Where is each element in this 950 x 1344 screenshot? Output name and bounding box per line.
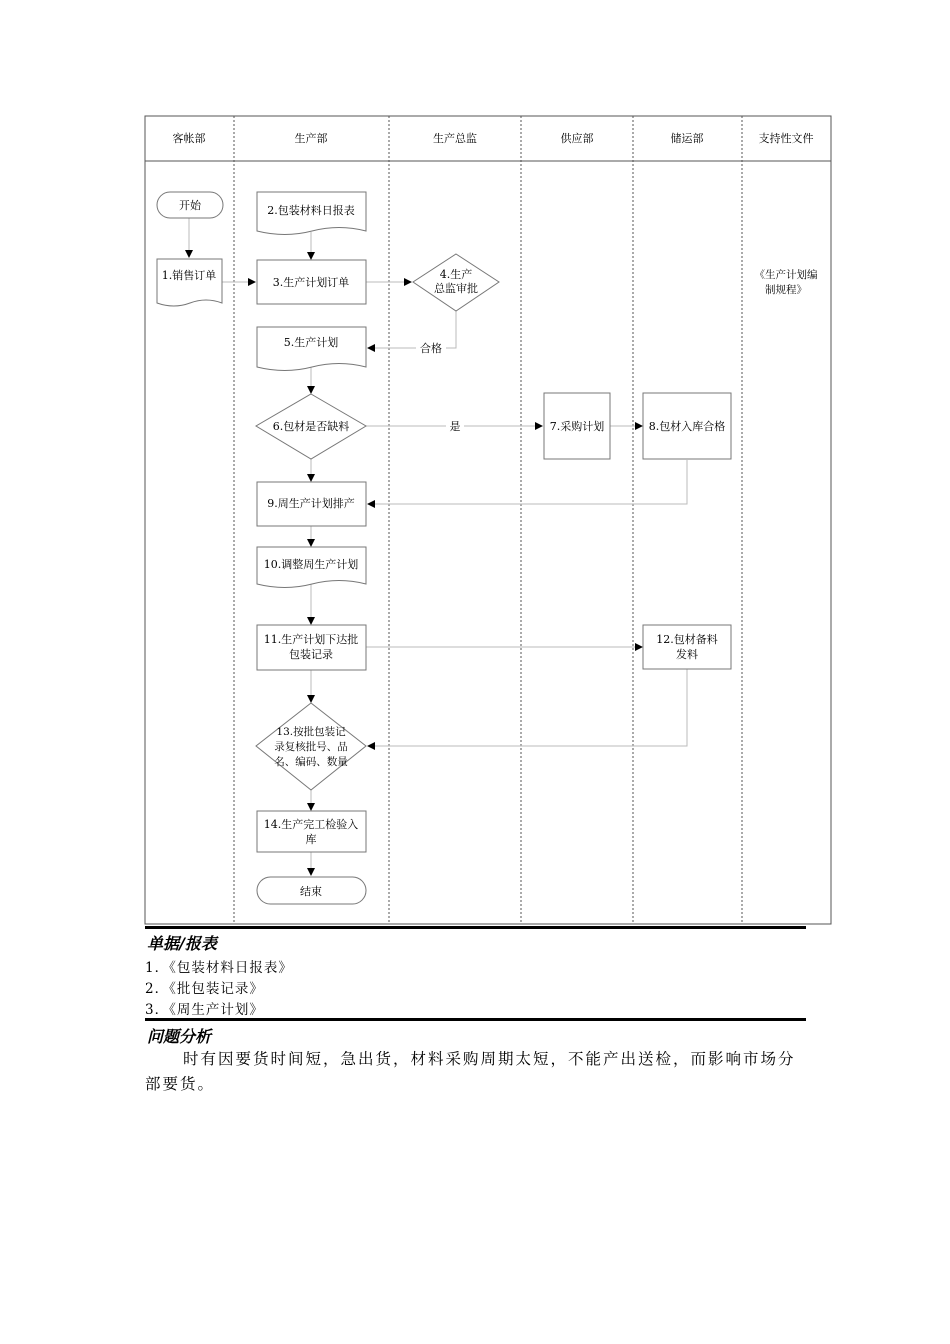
list-item-number: 1． [145,960,170,976]
node-material-prep-label: 发料 [676,648,698,661]
flowchart-frame [145,116,831,924]
node-batch-record-label: 包装记录 [289,648,333,661]
analysis-section-title: 问题分析 [147,1027,212,1046]
support-doc-label: 《生产计划编 [754,269,818,281]
list-item-text: 《批包装记录》 [169,981,264,997]
end-label: 结束 [300,885,322,898]
decision-verify-batch-label: 13.按批包装记 [276,726,346,738]
decision-verify-batch-label: 名、编码、数量 [274,756,348,768]
node-sales-order [157,259,222,306]
lane-header-accounts: 客帐部 [172,132,206,145]
node-material-prep-label: 12.包材备料 [656,633,718,646]
list-item-number: 3． [145,1002,170,1018]
forms-section-title: 单据/报表 [147,934,217,953]
node-batch-record-label: 11.生产计划下达批 [263,633,359,646]
lane-header-logistics: 储运部 [670,132,704,145]
decision-material-shortage-label: 6.包材是否缺料 [272,420,350,433]
lane-header-support-docs: 支持性文件 [758,132,814,145]
edge-label-yes: 是 [449,420,461,433]
lane-header-supply: 供应部 [560,132,594,145]
list-item-text: 《周生产计划》 [169,1002,264,1018]
forms-list-item [145,977,264,997]
analysis-paragraph: 时有因要货时间短，急出货，材料采购周期太短，不能产出送检，而影响市场分部要货。 [145,1050,796,1093]
node-adjust-weekly-plan-label: 10.调整周生产计划 [263,558,359,571]
list-item-text: 《包装材料日报表》 [169,960,293,976]
node-production-plan-label: 5.生产计划 [283,336,339,349]
node-packaging-daily-report-label: 2.包装材料日报表 [267,204,355,217]
forms-list-item [145,956,293,976]
node-material-prep [643,625,731,669]
support-doc-label: 制规程》 [765,284,807,296]
edge-label-pass: 合格 [420,342,442,355]
node-completion-inspection-label: 库 [305,833,317,846]
start-label: 开始 [179,199,201,212]
decision-verify-batch-label: 录复核批号、品 [274,741,348,753]
section-rule [145,1018,806,1021]
node-completion-inspection-label: 14.生产完工检验入 [263,818,359,831]
node-production-plan-order-label: 3.生产计划订单 [272,276,350,289]
node-purchase-plan-label: 7.采购计划 [549,420,605,433]
list-item-number: 2． [145,981,170,997]
decision-director-approval-label: 总监审批 [434,282,478,295]
lane-header-production: 生产部 [294,132,328,145]
node-weekly-schedule-label: 9.周生产计划排产 [267,497,355,510]
node-sales-order-label: 1.销售订单 [161,269,217,282]
node-material-warehoused-label: 8.包材入库合格 [648,420,726,433]
section-rule [145,926,806,929]
lane-header-director: 生产总监 [433,132,477,145]
forms-list-item [145,998,264,1018]
decision-director-approval-label: 4.生产 [439,268,473,281]
